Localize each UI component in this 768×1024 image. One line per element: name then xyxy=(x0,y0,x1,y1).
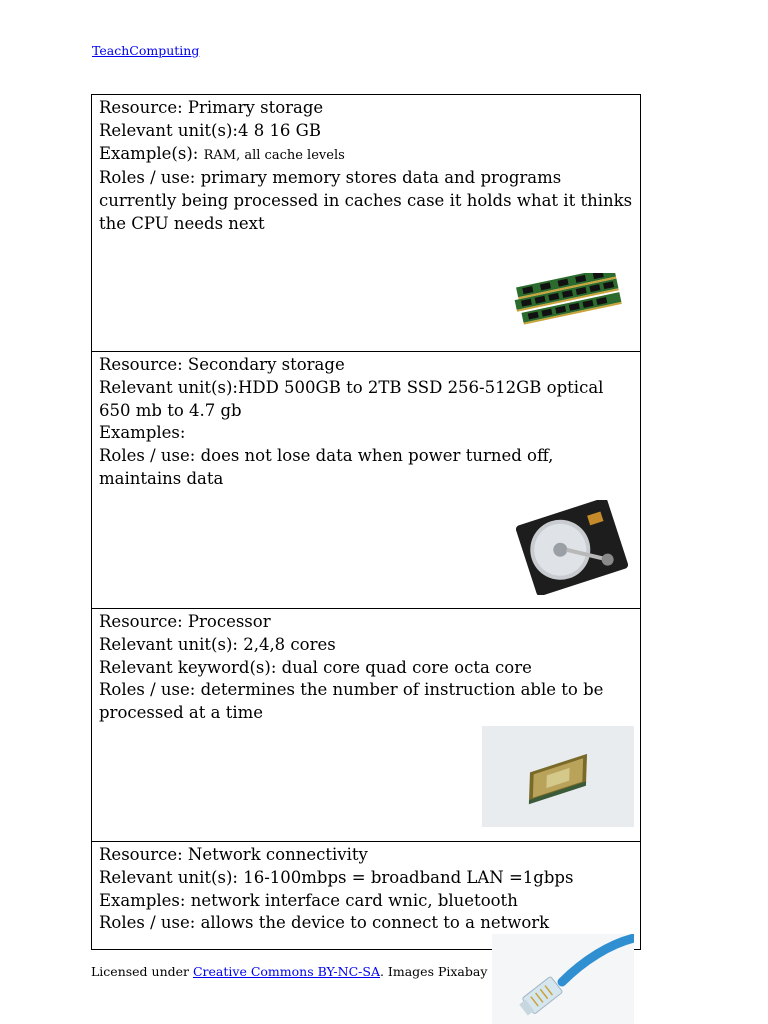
relevant-units: Relevant unit(s): 2,4,8 cores xyxy=(99,634,336,654)
examples-label: Example(s): xyxy=(99,143,204,163)
footer-suffix: . Images Pixabay xyxy=(379,964,488,979)
resource-title: Resource: Primary storage xyxy=(99,98,324,117)
roles-use: Roles / use: allows the device to connect to a network xyxy=(99,913,550,933)
roles-use: Roles / use: does not lose data when power turned off, maintains data xyxy=(99,446,554,488)
examples-value: RAM, all cache levels xyxy=(203,147,345,163)
resource-cell-network-connectivity xyxy=(92,842,640,949)
teachcomputing-link[interactable]: TeachComputing xyxy=(92,43,200,58)
examples-row xyxy=(99,143,633,168)
footer-prefix: Licensed under xyxy=(91,964,193,979)
resource-title: Resource: Secondary storage xyxy=(99,355,345,374)
resource-cell-processor xyxy=(92,609,640,842)
resource-title: Resource: Network connectivity xyxy=(99,845,368,864)
roles-use: Roles / use: determines the number of instruction able to be processed at a time xyxy=(99,680,604,723)
relevant-units: Relevant unit(s):HDD 500GB to 2TB SSD 256-512GB optical 650 mb to 4.7 gb xyxy=(99,377,604,420)
relevant-keywords: Relevant keyword(s): dual core quad core octa core xyxy=(99,657,532,677)
ethernet-cable-photo-icon xyxy=(492,934,634,1024)
roles-use: Roles / use: primary memory stores data and programs currently being processed in caches case it holds what it thinks the CPU needs next xyxy=(99,168,633,233)
hard-disk-drive-photo-icon xyxy=(516,500,628,595)
resource-cell-primary-storage xyxy=(92,95,640,352)
resource-table xyxy=(91,94,641,950)
relevant-units: Relevant unit(s): 16-100mbps = broadband LAN =1gbps xyxy=(99,867,574,887)
resource-title: Resource: Processor xyxy=(99,612,271,631)
examples-row: Examples: network interface card wnic, bluetooth xyxy=(99,890,518,910)
creative-commons-link[interactable]: Creative Commons BY-NC-SA xyxy=(192,964,380,979)
examples-row: Examples: xyxy=(99,423,186,443)
license-footer xyxy=(91,964,487,979)
cpu-chip-photo-icon xyxy=(482,726,634,827)
resource-cell-secondary-storage xyxy=(92,352,640,609)
relevant-units: Relevant unit(s):4 8 16 GB xyxy=(99,120,321,140)
ram-modules-photo-icon xyxy=(514,273,622,329)
